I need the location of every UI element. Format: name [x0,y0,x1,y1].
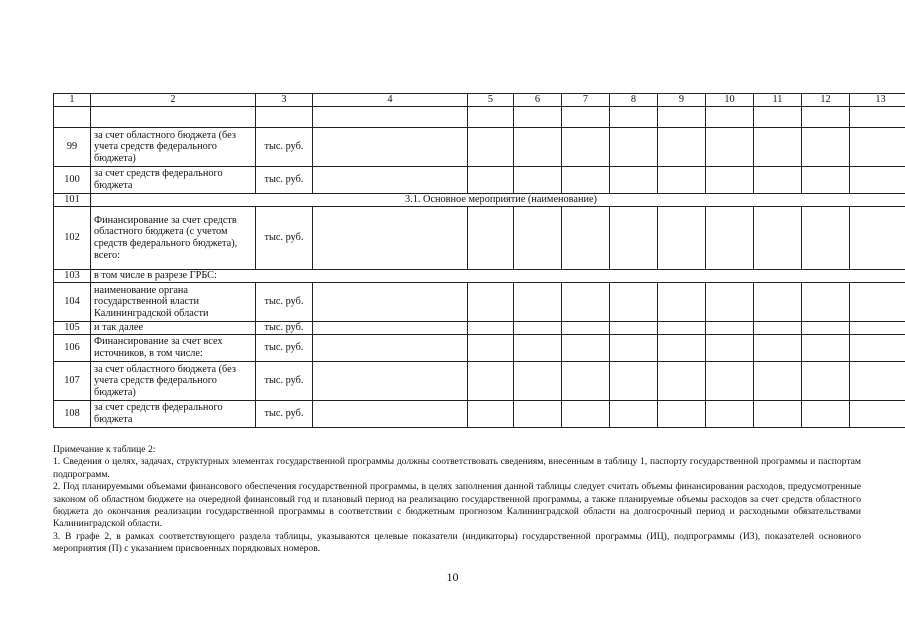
note-3: 3. В графе 2, в рамках соответствующего раздела таблицы, указываются целевые показатели (индикаторы) государственной программы (ИЦ), подпрограммы (ИЗ), показателей основного мероприятия (П) с указанием присвоенных порядковых номеров. [53,530,861,555]
table-cell [610,128,658,167]
header-cell: 13 [850,94,905,107]
table-cell [850,401,905,428]
header-cell: 8 [610,94,658,107]
table-cell [706,128,754,167]
table-cell [313,322,468,335]
table-cell [706,362,754,401]
section-title: 3.1. Основное мероприятие (наименование) [91,194,905,207]
page-number: 10 [446,570,459,584]
row-unit: тыс. руб. [256,401,313,428]
table-cell [514,128,562,167]
row-label: в том числе в разрезе ГРБС: [91,270,905,283]
table-cell [802,322,850,335]
table-cell [706,107,754,128]
header-cell: 11 [754,94,802,107]
table-cell [802,128,850,167]
table-cell [802,362,850,401]
table-cell [468,167,514,194]
table-cell [562,167,610,194]
header-cell: 1 [54,94,91,107]
row-number: 108 [54,401,91,428]
table-cell [610,207,658,270]
row-unit: тыс. руб. [256,283,313,322]
table-row [54,128,905,167]
table-row [54,362,905,401]
table-row [54,335,905,362]
table-cell [54,107,91,128]
table-cell [562,401,610,428]
table-cell [706,401,754,428]
table-cell [802,283,850,322]
table-cell [754,107,802,128]
table-cell [468,283,514,322]
table-cell [468,207,514,270]
table-cell [850,362,905,401]
table-cell [754,401,802,428]
row-unit: тыс. руб. [256,335,313,362]
row-label: за счет областного бюджета (без учета средств федерального бюджета) [91,128,256,167]
table-cell [514,401,562,428]
table-cell [468,128,514,167]
row-number: 101 [54,194,91,207]
table-cell [514,335,562,362]
table-cell [706,335,754,362]
table-cell [468,335,514,362]
row-number: 104 [54,283,91,322]
table-cell [658,128,706,167]
table-cell [754,128,802,167]
table-cell [313,128,468,167]
table-cell [562,107,610,128]
notes-title: Примечание к таблице 2: [53,444,156,455]
table-cell [468,107,514,128]
table-row [54,270,905,283]
header-cell: 9 [658,94,706,107]
table-cell [610,322,658,335]
row-label: Финансирование за счет средств областного бюджета (с учетом средств федерального бюджета), всего: [91,207,256,270]
table-cell [514,362,562,401]
table-cell [658,167,706,194]
table-cell [706,283,754,322]
table-cell [754,335,802,362]
table-cell [802,107,850,128]
table-cell [754,362,802,401]
row-unit: тыс. руб. [256,322,313,335]
table-cell [468,322,514,335]
row-unit: тыс. руб. [256,167,313,194]
table-cell [514,283,562,322]
table-cell [514,207,562,270]
table-cell [468,362,514,401]
row-unit: тыс. руб. [256,362,313,401]
header-cell: 10 [706,94,754,107]
table-cell [850,167,905,194]
financing-table [53,93,905,428]
row-number: 100 [54,167,91,194]
row-number: 102 [54,207,91,270]
table-row [54,207,905,270]
table-cell [802,401,850,428]
header-cell: 2 [91,94,256,107]
row-label: за счет областного бюджета (без учета средств федерального бюджета) [91,362,256,401]
header-cell: 12 [802,94,850,107]
table-cell [850,207,905,270]
table-cell [562,207,610,270]
table-cell [754,322,802,335]
header-row [54,94,905,107]
table-cell [256,107,313,128]
table-cell [468,401,514,428]
table-cell [850,128,905,167]
table-row [54,322,905,335]
table-cell [610,401,658,428]
row-label: и так далее [91,322,256,335]
table-cell [313,362,468,401]
table-cell [850,335,905,362]
table-cell [850,322,905,335]
table-cell [313,283,468,322]
table-cell [562,362,610,401]
header-cell: 5 [468,94,514,107]
table-cell [802,335,850,362]
note-1: 1. Сведения о целях, задачах, структурных элементах государственной программы должны соответствовать сведениям, внесенным в таблицу 1, паспорту государственной программы и паспортам подпрограмм. [53,456,861,480]
row-number: 99 [54,128,91,167]
table-cell [610,167,658,194]
table-row [54,167,905,194]
table-cell [562,322,610,335]
table-cell [562,283,610,322]
table-cell [514,107,562,128]
table-cell [313,107,468,128]
notes [53,444,861,556]
table-cell [706,207,754,270]
table-cell [706,322,754,335]
table-cell [850,107,905,128]
row-label: за счет средств федерального бюджета [91,167,256,194]
table-cell [313,335,468,362]
table-cell [658,107,706,128]
row-number: 106 [54,335,91,362]
table-cell [754,283,802,322]
table-row [54,283,905,322]
table-cell [658,401,706,428]
table-cell [754,167,802,194]
header-cell: 7 [562,94,610,107]
table-cell [658,207,706,270]
table-cell [658,362,706,401]
table-cell [610,362,658,401]
table-cell [313,167,468,194]
table-cell [658,283,706,322]
table-cell [562,128,610,167]
row-unit: тыс. руб. [256,207,313,270]
header-cell: 4 [313,94,468,107]
table-cell [514,167,562,194]
row-label: Финансирование за счет всех источников, в том числе: [91,335,256,362]
row-label: за счет средств федерального бюджета [91,401,256,428]
table-row [54,194,905,207]
header-cell: 3 [256,94,313,107]
row-number: 107 [54,362,91,401]
table-cell [313,401,468,428]
table-cell [313,207,468,270]
table-cell [658,335,706,362]
table-row [54,401,905,428]
table-cell [610,283,658,322]
table-cell [610,335,658,362]
table-cell [706,167,754,194]
note-2: 2. Под планируемыми объемами финансового обеспечения государственной программы, в целях заполнения данной таблицы следует считать объемы финансирования расходов, предусмотренные законом об областном бюджете на очередной финансовый год и плановый период на реализацию государственной программы, а также планируемые объемы расходов за счет средств областного бюджета до окончания реализации государственной программы в соответствии с бюджетным прогнозом Калининградской области на долгосрочный период и расходными обязательствами Калининградской области. [53,481,861,530]
table-cell [850,283,905,322]
table-cell [802,207,850,270]
table-cell [562,335,610,362]
row-unit: тыс. руб. [256,128,313,167]
row-number: 105 [54,322,91,335]
table-cell [658,322,706,335]
table-cell [91,107,256,128]
table-cell [610,107,658,128]
table-cell [514,322,562,335]
table-cell [754,207,802,270]
row-number: 103 [54,270,91,283]
table-cell [802,167,850,194]
table-row-empty [54,107,905,128]
header-cell: 6 [514,94,562,107]
row-label: наименование органа государственной власти Калининградской области [91,283,256,322]
